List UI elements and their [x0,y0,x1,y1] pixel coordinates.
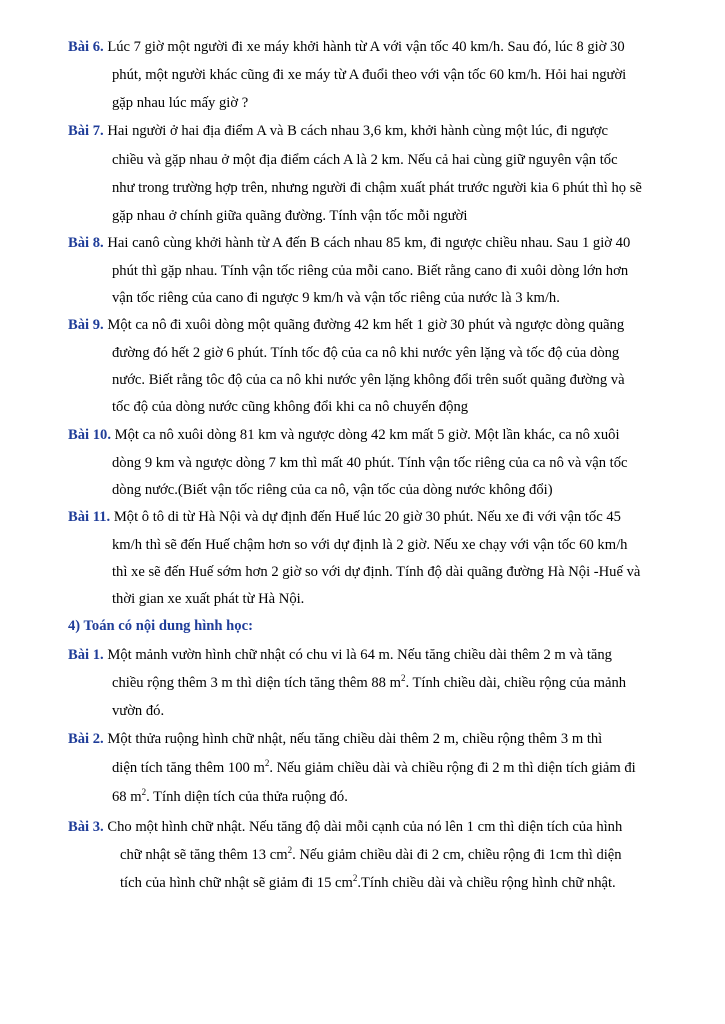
problem-line [120,846,622,864]
problem-line: dòng 9 km và ngược dòng 7 km thì mất 40 phút. Tính vận tốc riêng của ca nô và vận tốc [112,455,628,471]
problem-label: Bài 8. [68,235,104,251]
exponent: 2 [141,787,147,797]
problem-line: đường đó hết 2 giờ 6 phút. Tính tốc độ của ca nô khi nước yên lặng và tốc độ của dòng [112,345,620,361]
problem-line: thì xe sẽ đến Huế sớm hơn 2 giờ so với dự định. Tính độ dài quãng đường Hà Nội -Huế và [112,564,641,580]
problem-line [68,122,608,140]
problem-line [68,38,625,56]
problem-label: Bài 1. [68,647,104,663]
problem-text: Một thửa ruộng hình chữ nhật, nếu tăng chiều dài thêm 2 m, chiều rộng thêm 3 m thì [107,731,603,747]
problem-line: chiều và gặp nhau ở một địa điểm cách A là 2 km. Nếu cả hai cùng giữ nguyên vận tốc [112,152,618,168]
problem-line [112,674,626,692]
problem-text: chữ nhật sẽ tăng thêm 13 cm [120,847,288,863]
problem-line [68,818,622,836]
problem-label: Bài 7. [68,123,104,139]
problem-line: dòng nước.(Biết vận tốc riêng của ca nô, vận tốc của dòng nước không đổi) [112,482,553,498]
problem-label: Bài 10. [68,427,111,443]
problem-line: vườn đó. [112,703,165,719]
exponent: 2 [352,873,358,883]
problem-text: tích của hình chữ nhật sẽ giảm đi 15 cm [120,875,353,891]
problem-text: . Nếu giảm chiều dài và chiều rộng đi 2 m thì diện tích giảm đi [269,760,636,776]
problem-text: . Tính chiều dài, chiều rộng của mảnh [405,675,627,691]
problem-line: gặp nhau lúc mấy giờ ? [112,95,249,111]
problem-label: Bài 11. [68,509,111,525]
problem-text: Lúc 7 giờ một người đi xe máy khởi hành từ A với vận tốc 40 km/h. Sau đó, lúc 8 giờ 30 [107,39,625,55]
problem-line: vận tốc riêng của cano đi ngược 9 km/h và vận tốc riêng của nước là 3 km/h. [112,290,560,306]
problem-line [68,508,621,526]
problem-text: Một mảnh vườn hình chữ nhật có chu vi là 64 m. Nếu tăng chiều dài thêm 2 m và tăng [107,647,612,663]
problem-line [112,788,348,806]
problem-text: Hai người ở hai địa điểm A và B cách nhau 3,6 km, khởi hành cùng một lúc, đi ngược [107,123,608,139]
problem-label: Bài 3. [68,819,104,835]
problem-line [120,874,616,892]
problem-text: . Tính diện tích của thửa ruộng đó. [146,789,348,805]
problem-line: phút thì gặp nhau. Tính vận tốc riêng của mỗi cano. Biết rằng cano đi xuôi dòng lớn hơn [112,263,629,279]
problem-line: gặp nhau ở chính giữa quãng đường. Tính vận tốc mỗi người [112,208,468,224]
problem-line [68,316,624,334]
exponent: 2 [400,673,406,683]
problem-line [68,646,612,664]
problem-text: Một ca nô đi xuôi dòng một quãng đường 42 km hết 1 giờ 30 phút và ngược dòng quãng [107,317,625,333]
problem-text: 68 m [112,789,142,805]
problem-text: Một ca nô xuôi dòng 81 km và ngược dòng 42 km mất 5 giờ. Một lần khác, ca nô xuôi [114,427,620,443]
problem-line [112,759,636,777]
problem-label: Bài 6. [68,39,104,55]
problem-line: km/h thì sẽ đến Huế chậm hơn so với dự định là 2 giờ. Nếu xe chạy với vận tốc 60 km/h [112,537,628,553]
problem-text: Một ô tô di từ Hà Nội và dự định đến Huế lúc 20 giờ 30 phút. Nếu xe đi với vận tốc 45 [113,509,621,525]
exponent: 2 [287,845,293,855]
problem-text: .Tính chiều dài và chiều rộng hình chữ nhật. [357,875,616,891]
problem-line: nước. Biết rằng tôc độ của ca nô khi nước yên lặng không đổi trên suốt quãng đường và [112,372,625,388]
problem-line [68,426,620,444]
section-heading: 4) Toán có nội dung hình học: [68,618,253,634]
problem-label: Bài 2. [68,731,104,747]
problem-text: chiều rộng thêm 3 m thì diện tích tăng thêm 88 m [112,675,401,691]
problem-label: Bài 9. [68,317,104,333]
problem-text: Cho một hình chữ nhật. Nếu tăng độ dài mỗi cạnh của nó lên 1 cm thì diện tích của hình [107,819,623,835]
problem-text: diện tích tăng thêm 100 m [112,760,265,776]
problem-line: thời gian xe xuất phát từ Hà Nội. [112,591,305,607]
problem-line [68,234,630,252]
problem-line: phút, một người khác cũng đi xe máy từ A đuổi theo với vận tốc 60 km/h. Hỏi hai người [112,67,627,83]
problem-text: . Nếu giảm chiều dài đi 2 cm, chiều rộng đi 1cm thì diện [292,847,622,863]
problem-text: Hai canô cùng khởi hành từ A đến B cách nhau 85 km, đi ngược chiều nhau. Sau 1 giờ 40 [107,235,631,251]
problem-line: tốc độ của dòng nước cũng không đổi khi ca nô chuyển động [112,399,469,415]
problem-line: như trong trường hợp trên, nhưng người đi chậm xuất phát trước người kia 6 phút thì họ sẽ [112,180,642,196]
exponent: 2 [264,758,270,768]
problem-line [68,730,602,748]
